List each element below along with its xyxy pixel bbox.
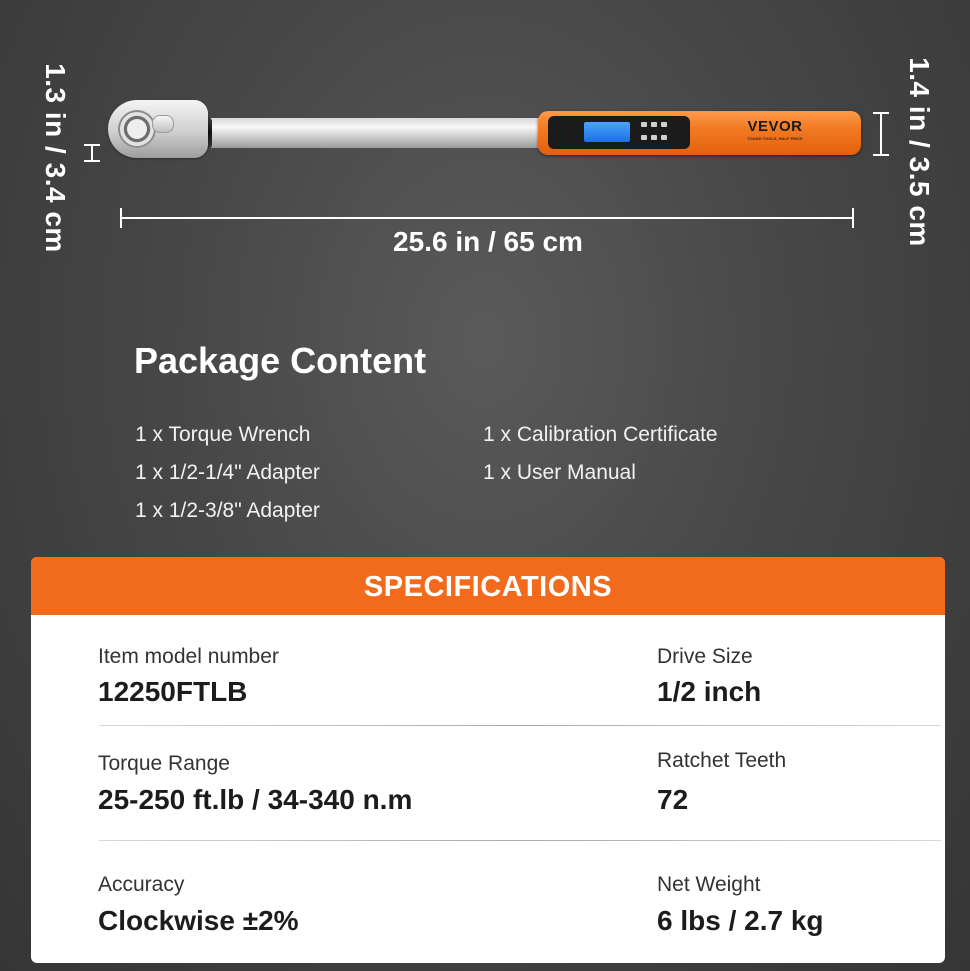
ratchet-drive-icon [118, 110, 156, 148]
ratchet-switch-icon [152, 115, 174, 133]
spec-label-model: Item model number [98, 645, 279, 668]
panel-button-icon [651, 135, 657, 140]
spec-value-ratchet-teeth: 72 [657, 784, 689, 815]
length-line-left-tick [120, 208, 122, 228]
spec-value-net-weight: 6 lbs / 2.7 kg [657, 905, 824, 936]
length-line-right-tick [852, 208, 854, 228]
wrench-shaft [210, 118, 542, 148]
panel-button-icon [641, 122, 647, 127]
handle-height-bracket-bottom [873, 154, 889, 156]
spec-label-ratchet-teeth: Ratchet Teeth [657, 749, 787, 772]
brand-logo: VEVOR [747, 118, 803, 135]
package-item: 1 x 1/2-1/4" Adapter [135, 461, 320, 484]
spec-value-torque-range: 25-250 ft.lb / 34-340 n.m [98, 784, 413, 815]
handle-height-label: 1.4 in / 3.5 cm [904, 57, 935, 247]
panel-button-icon [651, 122, 657, 127]
head-height-bracket-bottom [84, 160, 100, 162]
package-item: 1 x Calibration Certificate [483, 423, 718, 446]
lcd-screen [584, 122, 630, 142]
spec-divider [99, 725, 941, 726]
spec-value-accuracy: Clockwise ±2% [98, 905, 299, 936]
specifications-title: SPECIFICATIONS [363, 571, 613, 603]
head-height-bracket-top [84, 144, 100, 146]
spec-value-drive-size: 1/2 inch [657, 676, 762, 707]
panel-button-icon [661, 122, 667, 127]
package-item: 1 x Torque Wrench [135, 423, 311, 446]
spec-label-net-weight: Net Weight [657, 873, 761, 896]
package-item: 1 x User Manual [483, 461, 636, 484]
spec-value-model: 12250FTLB [98, 676, 248, 707]
panel-button-icon [641, 135, 647, 140]
package-content-title: Package Content [134, 340, 427, 381]
handle-height-bracket [880, 112, 882, 156]
spec-label-torque-range: Torque Range [98, 752, 230, 775]
head-height-label: 1.3 in / 3.4 cm [40, 63, 71, 253]
length-label: 25.6 in / 65 cm [393, 226, 583, 257]
spec-divider [99, 840, 941, 841]
package-item: 1 x 1/2-3/8" Adapter [135, 499, 320, 522]
handle-height-bracket-top [873, 112, 889, 114]
brand-tagline: TOUGH TOOLS, HALF PRICE [747, 136, 803, 141]
panel-button-icon [661, 135, 667, 140]
spec-label-drive-size: Drive Size [657, 645, 753, 668]
length-line [120, 217, 854, 219]
specifications-card [31, 557, 945, 963]
spec-label-accuracy: Accuracy [98, 873, 185, 896]
